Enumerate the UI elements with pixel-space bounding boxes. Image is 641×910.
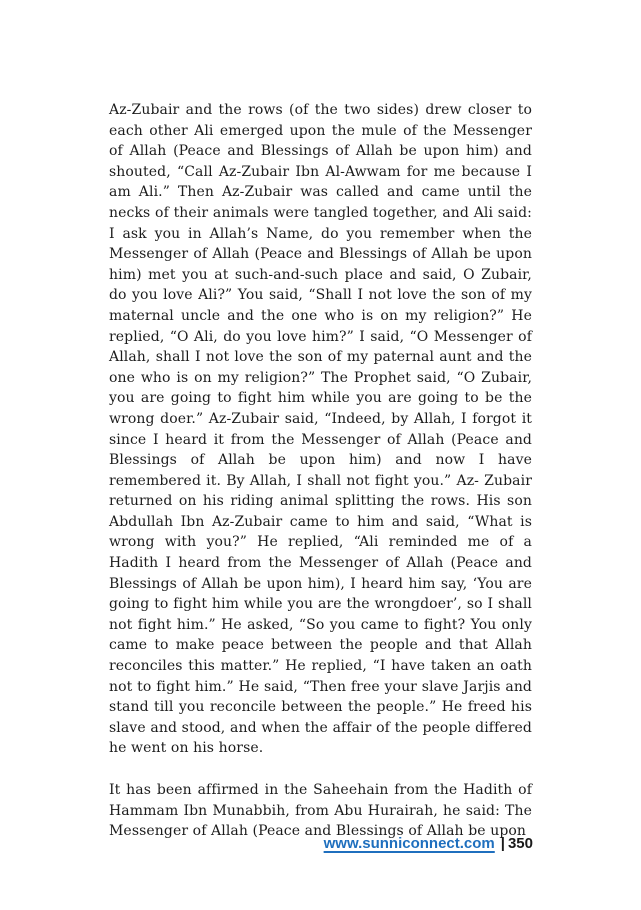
paragraph-1: Az-Zubair and the rows (of the two sides) drew closer to each other Ali emerged upon the mule of the Messenger of Allah (Peace and Blessings of Allah be upon him) and shouted, “Call Az-Zubair Ibn Al-Awwam for me because I am Ali.” Then Az-Zubair was called and came until the necks of their animals were tangled together, and Ali said: I ask you in Allah’s Name, do you remember when the Messenger of Allah (Peace and Blessings of Allah be upon him) met you at such-and-such place and said, O Zubair, do you love Ali?” You said, “Shall I not love the son of my maternal uncle and the one who is on my religion?” He replied, “O Ali, do you love him?” I said, “O Messenger of Allah, shall I not love the son of my paternal aunt and the one who is on my religion?” The Prophet said, “O Zubair, you are going to fight him while you are going to be the wrong doer.” Az-Zubair said, “Indeed, by Allah, I forgot it since I heard it from the Messenger of Allah (Peace and Blessings of Allah be upon him) and now I have remembered it. By Allah, I shall not fight you.” Az- Zubair returned on his riding animal splitting the rows. His son Abdullah Ibn Az-Zubair came to him and said, “What is wrong with you?” He replied, “Ali reminded me of a Hadith I heard from the Messenger of Allah (Peace and Blessings of Allah be upon him), I heard him say, ‘You are going to fight him while you are the wrongdoer’, so I shall not fight him.” He asked, “So you came to fight? You only came to make peace between the people and that Allah reconciles this matter.” He replied, “I have taken an oath not to fight him.” He said, “Then free your slave Jarjis and stand till you reconcile between the people.” He freed his slave and stood, and when the affair of the people differed he went on his horse.: [109, 102, 532, 757]
paragraph-2: It has been affirmed in the Saheehain from the Hadith of Hammam Ibn Munabbih, from Abu Hurairah, he said: The Messenger of Allah (Peace and Blessings of Allah be upon: [109, 782, 532, 840]
page-footer: [324, 835, 533, 852]
page-number: 350: [507, 835, 533, 852]
body-text: [109, 100, 532, 863]
footer-link[interactable]: www.sunniconnect.com: [323, 835, 495, 852]
footer-separator: |: [500, 835, 505, 852]
